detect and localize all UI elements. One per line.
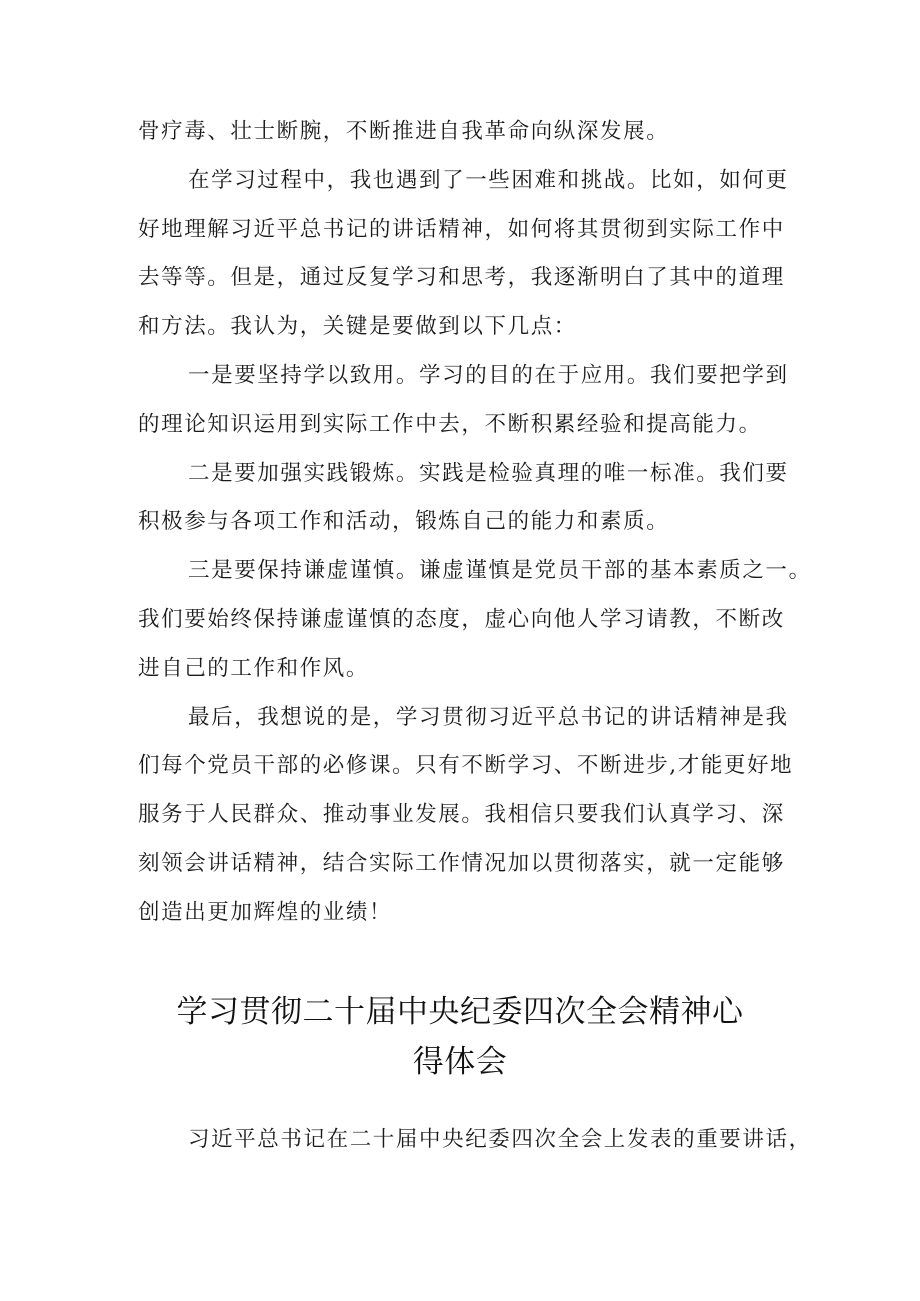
text-line: 积极参与各项工作和活动，锻炼自己的能力和素质。 [138, 509, 670, 535]
paragraph-start-line: 在学习过程中，我也遇到了一些困难和挑战。比如，如何更 [188, 167, 789, 193]
text-line: 我们要始终保持谦虚谨慎的态度，虚心向他人学习请教，不断改 [138, 606, 785, 632]
text-line: 好地理解习近平总书记的讲话精神，如何将其贯彻到实际工作中 [138, 216, 785, 242]
text-line: 进自己的工作和作风。 [138, 655, 370, 681]
article-body [138, 108, 812, 938]
section-first-line: 习近平总书记在二十届中央纪委四次全会上发表的重要讲话， [188, 1127, 812, 1152]
paragraph-start-line: 一是要坚持学以致用。学习的目的在于应用。我们要把学到 [188, 362, 789, 388]
paragraph-start-line: 最后，我想说的是，学习贯彻习近平总书记的讲话精神是我 [188, 704, 789, 730]
text-line: 去等等。但是，通过反复学习和思考，我逐渐明白了其中的道理 [138, 265, 785, 291]
text-line: 的理论知识运用到实际工作中去，不断积累经验和提高能力。 [138, 411, 762, 437]
text-line: 刻领会讲话精神，结合实际工作情况加以贯彻落实，就一定能够 [138, 850, 785, 876]
text-line: 骨疗毒、壮士断腕，不断推进自我革命向纵深发展。 [138, 119, 670, 144]
paragraph-start-line: 二是要加强实践锻炼。实践是检验真理的唯一标准。我们要 [188, 460, 789, 486]
section-heading-line-1: 学习贯彻二十届中央纪委四次全会精神心 [176, 994, 744, 1030]
text-line: 们每个党员干部的必修课。只有不断学习、不断进步,才能更好地 [138, 753, 794, 779]
text-line: 创造出更加辉煌的业绩！ [138, 899, 393, 925]
text-line: 和方法。我认为，关键是要做到以下几点： [138, 314, 577, 340]
section-heading-line-2: 得体会 [412, 1044, 508, 1080]
paragraph-start-line: 三是要保持谦虚谨慎。谦虚谨慎是党员干部的基本素质之一。 [188, 558, 812, 584]
text-line: 服务于人民群众、推动事业发展。我相信只要我们认真学习、深 [138, 802, 785, 828]
